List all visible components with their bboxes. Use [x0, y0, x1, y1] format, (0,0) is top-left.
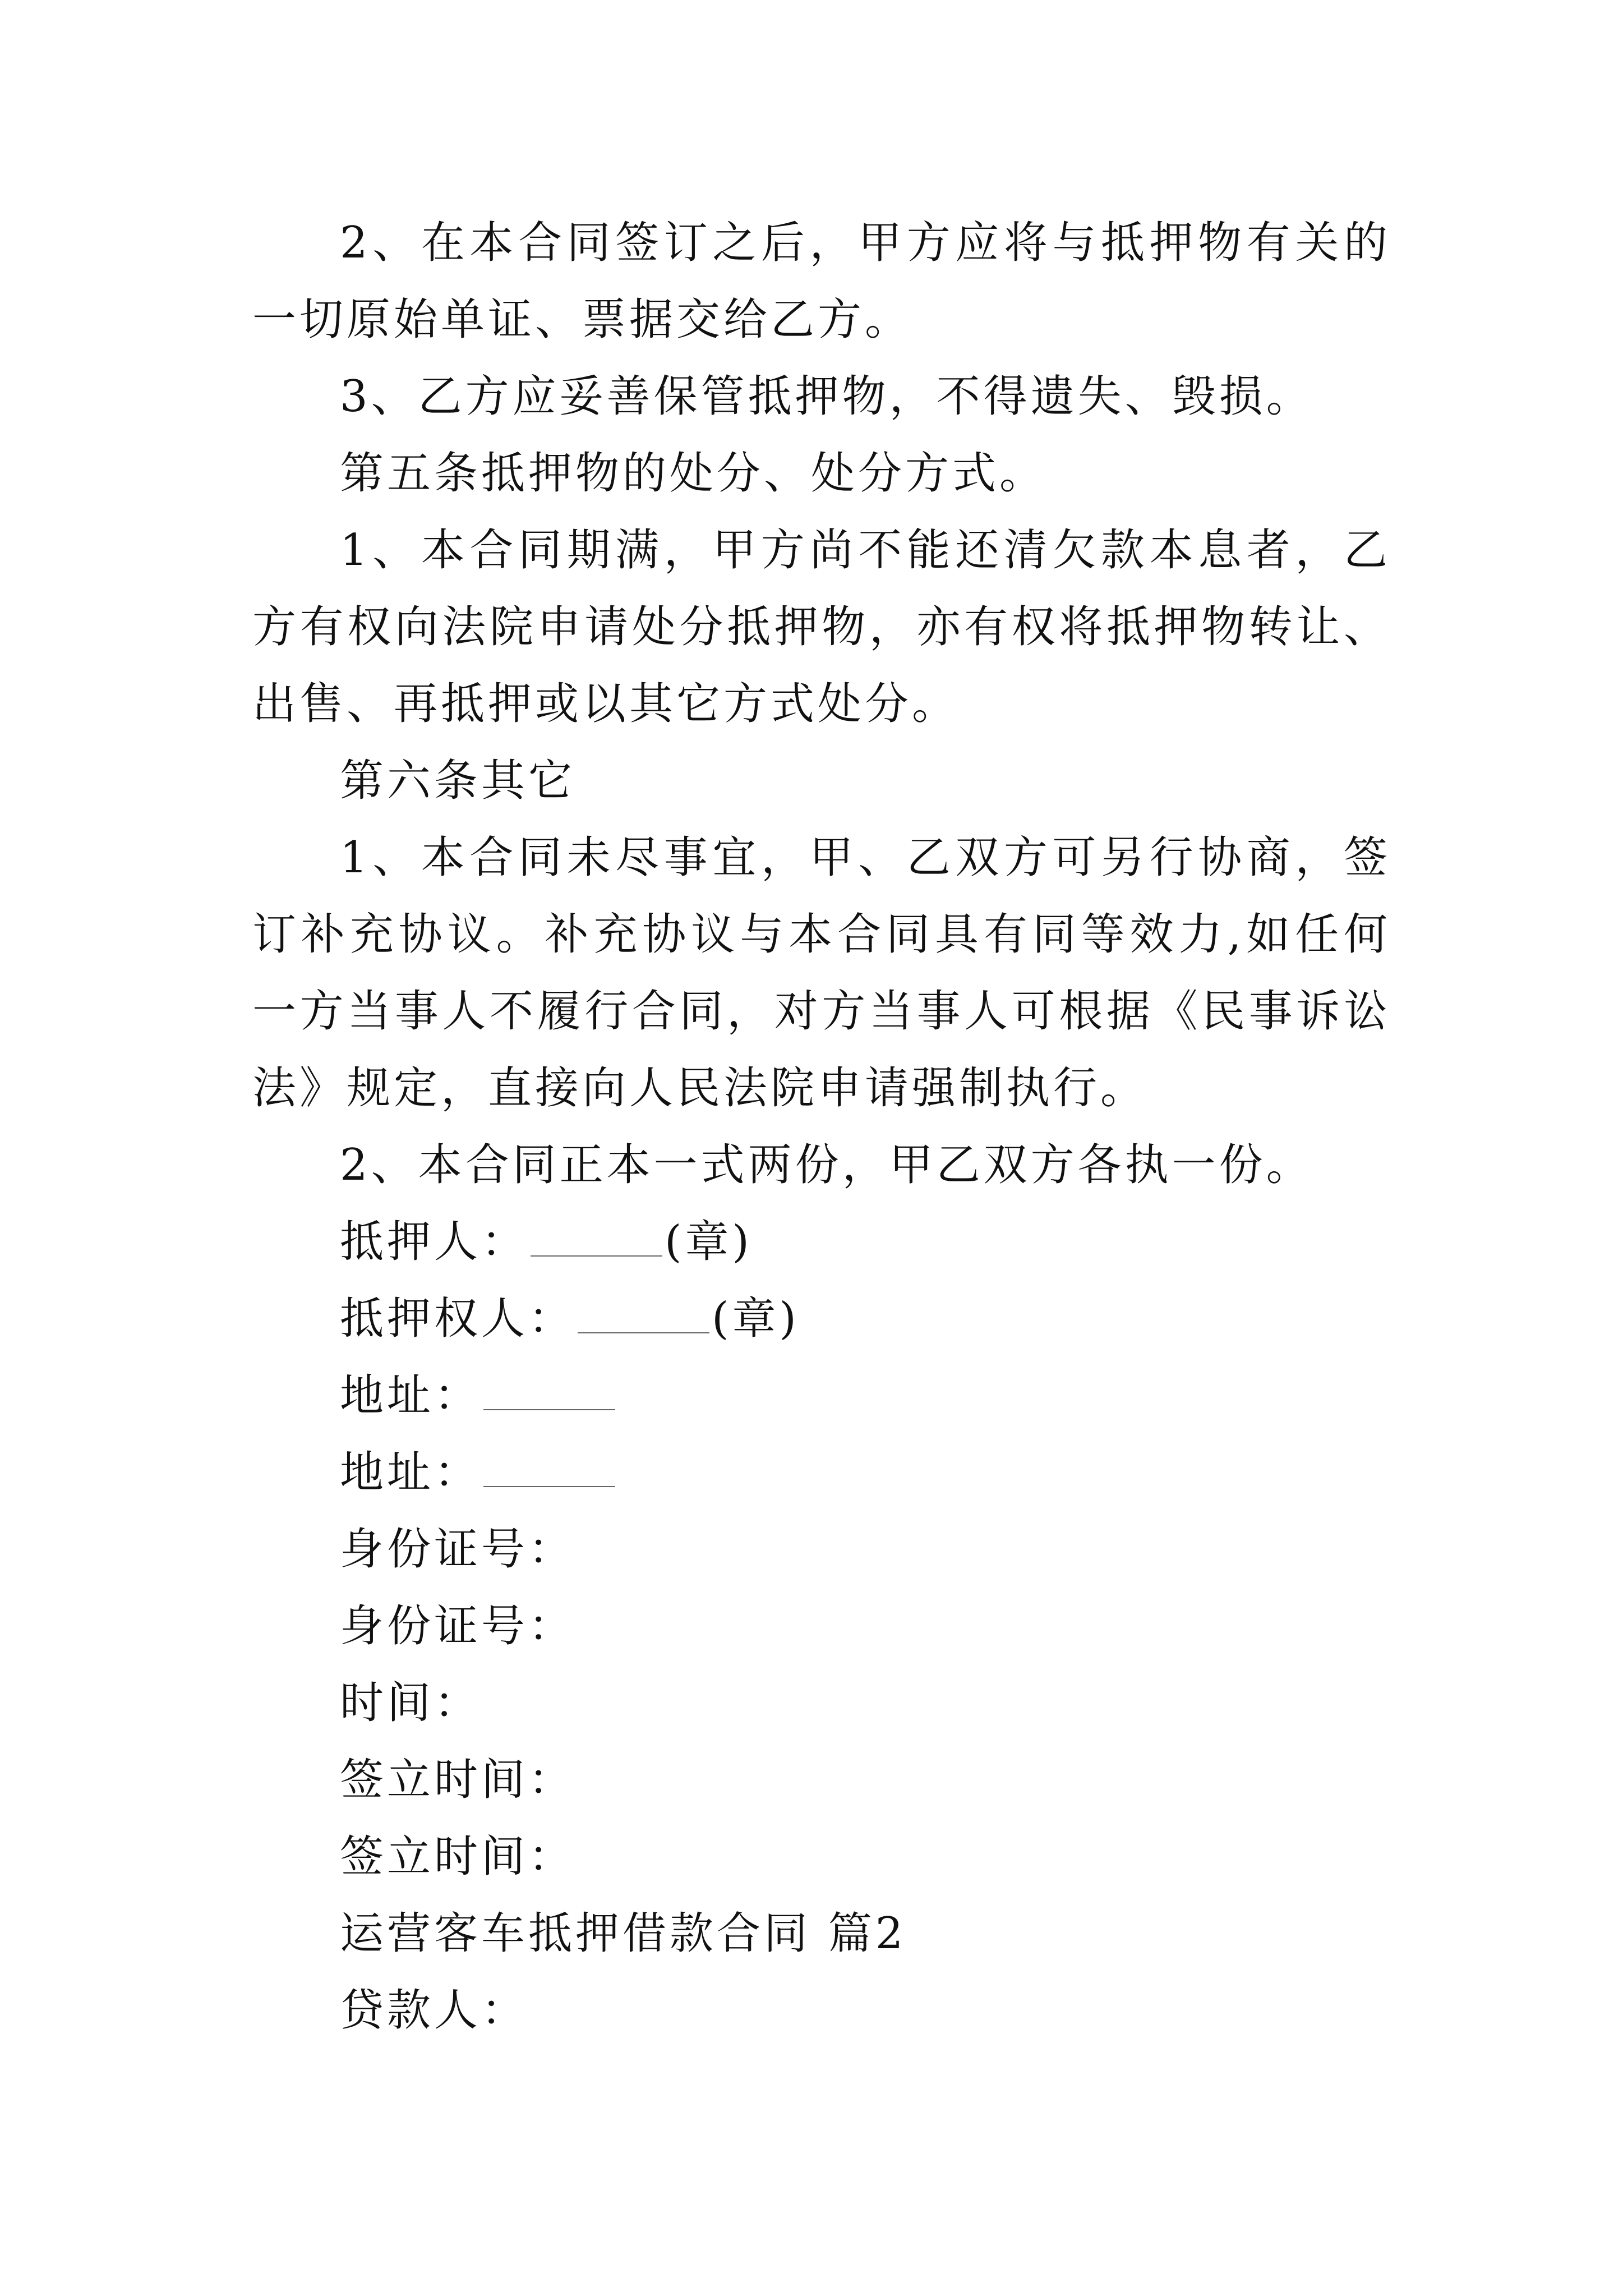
- mortgagee-signature-line: [252, 1281, 1391, 1358]
- mortgagor-blank: [531, 1216, 662, 1257]
- time-label: 时间：: [340, 1678, 482, 1728]
- address-label-1: 地址：: [340, 1370, 482, 1421]
- clause-supplementary-agreement: 1、本合同未尽事宜，甲、乙双方可另行协商，签订补充协议。补充协议与本合同具有同等效力,如任何一方当事人不履行合同，对方当事人可根据《民事诉讼法》规定，直接向人民法院申请强制执行。: [252, 832, 1391, 1114]
- next-section-title: 运营客车抵押借款合同 篇2: [340, 1908, 907, 1959]
- article-five-heading: 第五条抵押物的处分、处分方式。: [340, 448, 1047, 499]
- address-line-1: [252, 1358, 1391, 1434]
- id-number-label-1: 身份证号：: [340, 1524, 576, 1575]
- clause-safekeeping: 3、乙方应妥善保管抵押物，不得遗失、毁损。: [340, 371, 1313, 422]
- mortgagor-signature-line: [252, 1204, 1391, 1281]
- sign-time-label-1: 签立时间：: [340, 1755, 576, 1805]
- sign-time-label-2: 签立时间：: [340, 1832, 576, 1882]
- clause-disposal-rights: 1、本合同期满，甲方尚不能还清欠款本息者，乙方有权向法院申请处分抵押物，亦有权将抵押物转让、出售、再抵押或以其它方式处分。: [252, 525, 1391, 729]
- mortgagee-label: 抵押权人：: [340, 1294, 576, 1344]
- mortgagee-blank: [578, 1293, 709, 1333]
- lender-label: 贷款人：: [340, 1985, 529, 2036]
- document-body: [252, 205, 1391, 2049]
- id-number-label-2: 身份证号：: [340, 1601, 576, 1651]
- address-blank-2: [483, 1447, 615, 1487]
- mortgagee-seal: (章): [712, 1294, 800, 1344]
- mortgagor-label: 抵押人：: [340, 1217, 529, 1267]
- clause-handover-documents: 2、在本合同签订之后，甲方应将与抵押物有关的一切原始单证、票据交给乙方。: [252, 218, 1391, 345]
- address-blank-1: [483, 1370, 615, 1410]
- address-label-2: 地址：: [340, 1447, 482, 1498]
- mortgagor-seal: (章): [665, 1217, 753, 1267]
- article-six-heading: 第六条其它: [340, 756, 576, 806]
- address-line-2: [252, 1434, 1391, 1511]
- clause-copies: 2、本合同正本一式两份，甲乙双方各执一份。: [340, 1140, 1313, 1190]
